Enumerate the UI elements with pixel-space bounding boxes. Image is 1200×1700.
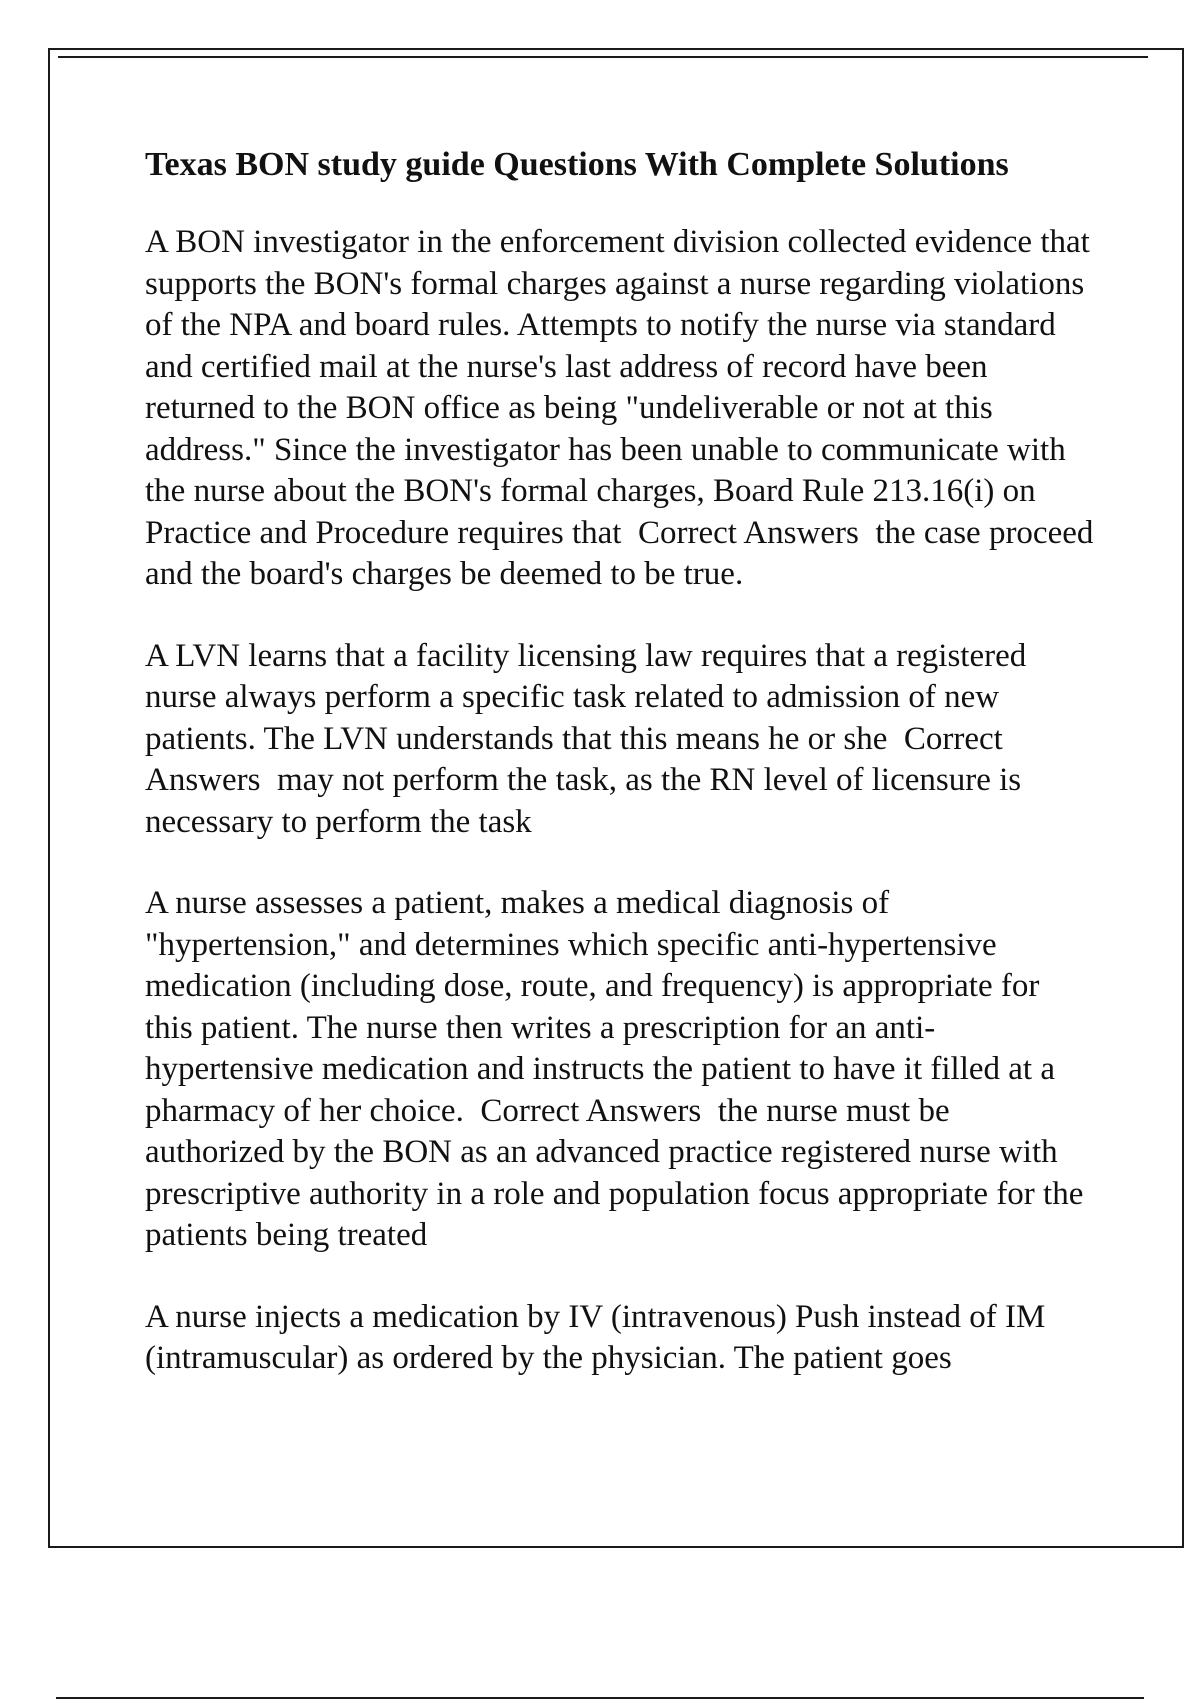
- top-rule: [58, 56, 1148, 58]
- question-block-3: [145, 883, 1095, 1257]
- question-text: A BON investigator in the enforcement division collected evidence that supports the BON's formal charges against a nurse regarding violations of the NPA and board rules. Attempts to notify the nurse via standard and certified mail at the nurse's last address of record have been returned to the BON office as being "undeliverable or not at this address." Since the investigator has been unable to communicate with the nurse about the BON's formal charges, Board Rule 213.16(i) on Practice and Procedure requires that: [145, 224, 1090, 551]
- question-text: A nurse injects a medication by IV (intravenous) Push instead of IM (intramuscular) as ordered by the physician. The patient goes: [145, 1298, 1046, 1376]
- question-text: A nurse assesses a patient, makes a medical diagnosis of "hypertension," and determines which specific anti-hypertensive medication (including dose, route, and frequency) is appropriate for this patient. The nurse then writes a prescription for an anti-hypertensive medication and instructs the patient to have it filled at a pharmacy of her choice.: [145, 885, 1055, 1129]
- answer-label: Correct Answers: [480, 1092, 702, 1129]
- question-block-1: [145, 222, 1095, 596]
- bottom-rule: [56, 1697, 1144, 1699]
- answer-label: Correct Answers: [145, 720, 1003, 798]
- answer-text: may not perform the task, as the RN level of licensure is necessary to perform the task: [145, 762, 1022, 840]
- answer-text: the case proceed and the board's charges be deemed to be true.: [145, 514, 1094, 592]
- question-text: A LVN learns that a facility licensing law requires that a registered nurse always perform a specific task related to admission of new patients. The LVN understands that this means he or she: [145, 637, 1027, 757]
- answer-label: Correct Answers: [637, 514, 859, 551]
- question-block-4: [145, 1297, 1095, 1380]
- document-body: [145, 144, 1095, 1420]
- answer-text: the nurse must be authorized by the BON as an advanced practice registered nurse with prescriptive authority in a role and population focus appropriate for the patients being treated: [145, 1092, 1084, 1253]
- document-title: Texas BON study guide Questions With Complete Solutions: [145, 146, 1009, 183]
- question-block-2: [145, 636, 1095, 844]
